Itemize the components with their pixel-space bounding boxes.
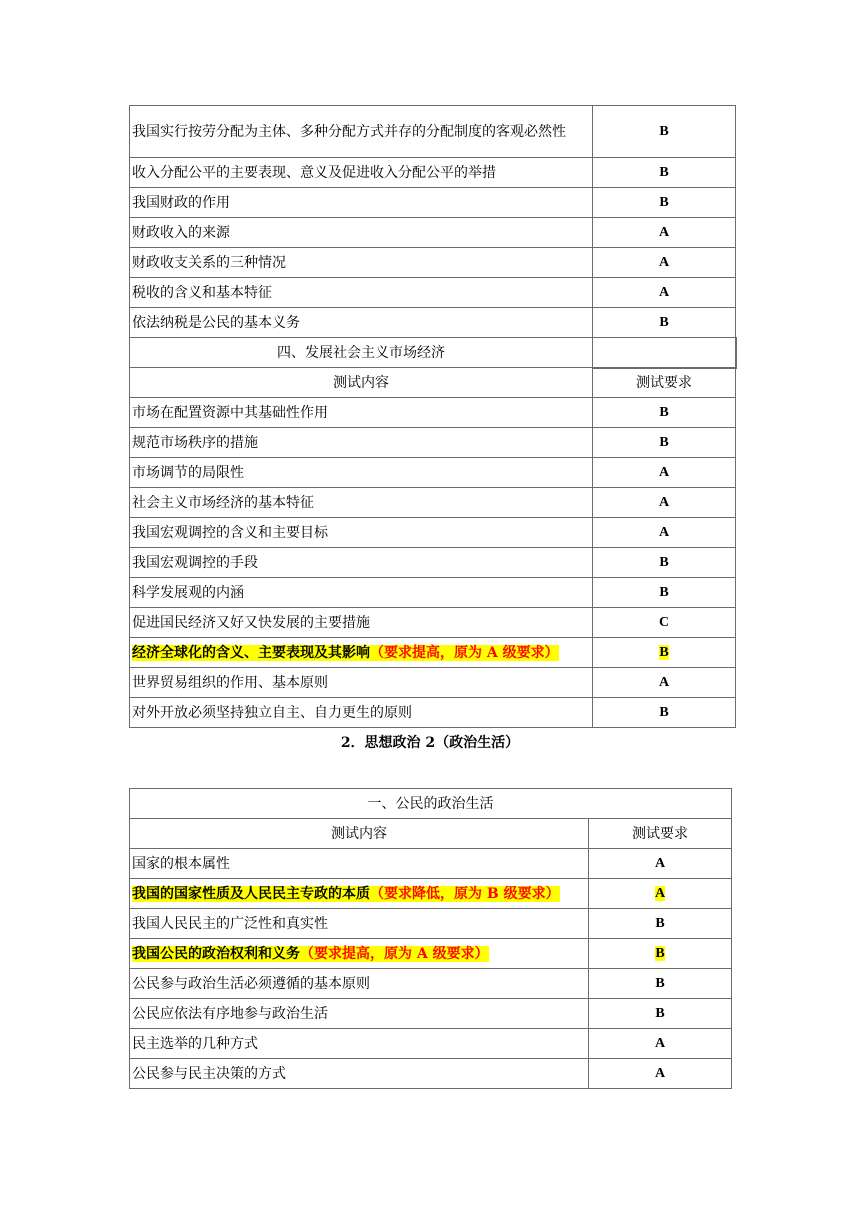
- highlighted-row: [130, 638, 736, 668]
- content-cell: 我国宏观调控的含义和主要目标: [130, 518, 593, 548]
- content-cell: 依法纳税是公民的基本义务: [130, 308, 593, 338]
- level-cell: A: [593, 278, 736, 308]
- content-cell: 财政收入的来源: [130, 218, 593, 248]
- content-cell: 我国人民民主的广泛性和真实性: [130, 909, 589, 939]
- content-cell: 国家的根本属性: [130, 849, 589, 879]
- content-cell: 公民参与政治生活必须遵循的基本原则: [130, 969, 589, 999]
- content-text: 我国公民的政治权利和义务: [132, 945, 300, 962]
- table-row: [130, 248, 736, 278]
- table-row: [130, 668, 736, 698]
- column-header-content: 测试内容: [130, 819, 589, 849]
- content-cell: 民主选举的几种方式: [130, 1029, 589, 1059]
- column-header-level: 测试要求: [593, 368, 736, 398]
- content-cell: 公民参与民主决策的方式: [130, 1059, 589, 1089]
- level-cell: A: [593, 218, 736, 248]
- politics-requirements-table: [129, 788, 732, 1089]
- highlighted-row: [130, 879, 732, 909]
- highlighted-level: B: [655, 945, 665, 961]
- level-cell: B: [593, 428, 736, 458]
- table-row: [130, 428, 736, 458]
- table-row: [130, 969, 732, 999]
- table-row: [130, 398, 736, 428]
- content-text: 经济全球化的含义、主要表现及其影响: [132, 644, 370, 661]
- content-cell: 我国实行按劳分配为主体、多种分配方式并存的分配制度的客观必然性: [130, 106, 593, 158]
- level-cell: A: [589, 1029, 732, 1059]
- table-row: [130, 578, 736, 608]
- column-header-level: 测试要求: [589, 819, 732, 849]
- level-cell: A: [593, 248, 736, 278]
- content-cell: 我国宏观调控的手段: [130, 548, 593, 578]
- section-heading: 一、公民的政治生活: [130, 789, 732, 819]
- table-row: [130, 999, 732, 1029]
- level-cell: [589, 939, 732, 969]
- table-row: [130, 106, 736, 158]
- table-row: [130, 188, 736, 218]
- level-cell: B: [589, 969, 732, 999]
- content-text: 我国的国家性质及人民民主专政的本质: [132, 885, 370, 902]
- section-heading-row: [130, 338, 736, 368]
- level-cell: B: [593, 578, 736, 608]
- content-cell: 规范市场秩序的措施: [130, 428, 593, 458]
- table-row: [130, 518, 736, 548]
- content-cell: [130, 879, 589, 909]
- highlighted-content: [132, 645, 559, 661]
- level-cell: B: [593, 188, 736, 218]
- table-row: [130, 849, 732, 879]
- table-row: [130, 698, 736, 728]
- highlighted-level: A: [654, 885, 666, 901]
- level-cell: A: [593, 518, 736, 548]
- content-cell: 财政收支关系的三种情况: [130, 248, 593, 278]
- content-cell: 促进国民经济又好又快发展的主要措施: [130, 608, 593, 638]
- level-cell: A: [589, 1059, 732, 1089]
- level-cell: [593, 638, 736, 668]
- table-row: [130, 308, 736, 338]
- table-row: [130, 158, 736, 188]
- content-cell: 市场在配置资源中其基础性作用: [130, 398, 593, 428]
- content-cell: 市场调节的局限性: [130, 458, 593, 488]
- section-heading-row: [130, 789, 732, 819]
- table-row: [130, 458, 736, 488]
- highlighted-content: [132, 886, 560, 902]
- section-heading: 四、发展社会主义市场经济: [130, 338, 593, 368]
- requirement-change-note: （要求提高，原为 A 级要求）: [370, 644, 559, 661]
- table-row: [130, 1029, 732, 1059]
- level-cell: A: [593, 458, 736, 488]
- level-cell: B: [593, 398, 736, 428]
- table-row: [130, 608, 736, 638]
- economy-requirements-table: [129, 105, 737, 728]
- table-row: [130, 488, 736, 518]
- highlighted-row: [130, 939, 732, 969]
- level-cell: B: [593, 158, 736, 188]
- level-cell: A: [593, 668, 736, 698]
- column-header-content: 测试内容: [130, 368, 593, 398]
- level-cell: B: [593, 698, 736, 728]
- requirement-change-note: （要求提高，原为 A 级要求）: [300, 945, 489, 962]
- content-cell: 社会主义市场经济的基本特征: [130, 488, 593, 518]
- content-cell: 税收的含义和基本特征: [130, 278, 593, 308]
- empty-cell: [593, 338, 736, 368]
- content-cell: 公民应依法有序地参与政治生活: [130, 999, 589, 1029]
- table-row: [130, 1059, 732, 1089]
- column-header-row: [130, 819, 732, 849]
- column-header-row: [130, 368, 736, 398]
- level-cell: C: [593, 608, 736, 638]
- table-row: [130, 909, 732, 939]
- table-row: [130, 218, 736, 248]
- content-cell: [130, 638, 593, 668]
- content-cell: 收入分配公平的主要表现、意义及促进收入分配公平的举措: [130, 158, 593, 188]
- level-cell: B: [589, 909, 732, 939]
- level-cell: A: [589, 849, 732, 879]
- section-title: 2．思想政治 2（政治生活）: [340, 735, 520, 751]
- level-cell: B: [593, 106, 736, 158]
- level-cell: [589, 879, 732, 909]
- content-cell: 科学发展观的内涵: [130, 578, 593, 608]
- level-cell: B: [593, 308, 736, 338]
- level-cell: B: [589, 999, 732, 1029]
- level-cell: A: [593, 488, 736, 518]
- highlighted-level: B: [659, 644, 669, 660]
- table-row: [130, 548, 736, 578]
- content-cell: [130, 939, 589, 969]
- highlighted-content: [132, 946, 489, 962]
- requirement-change-note: （要求降低，原为 B 级要求）: [370, 885, 560, 902]
- level-cell: B: [593, 548, 736, 578]
- table-row: [130, 278, 736, 308]
- content-cell: 对外开放必须坚持独立自主、自力更生的原则: [130, 698, 593, 728]
- content-cell: 世界贸易组织的作用、基本原则: [130, 668, 593, 698]
- content-cell: 我国财政的作用: [130, 188, 593, 218]
